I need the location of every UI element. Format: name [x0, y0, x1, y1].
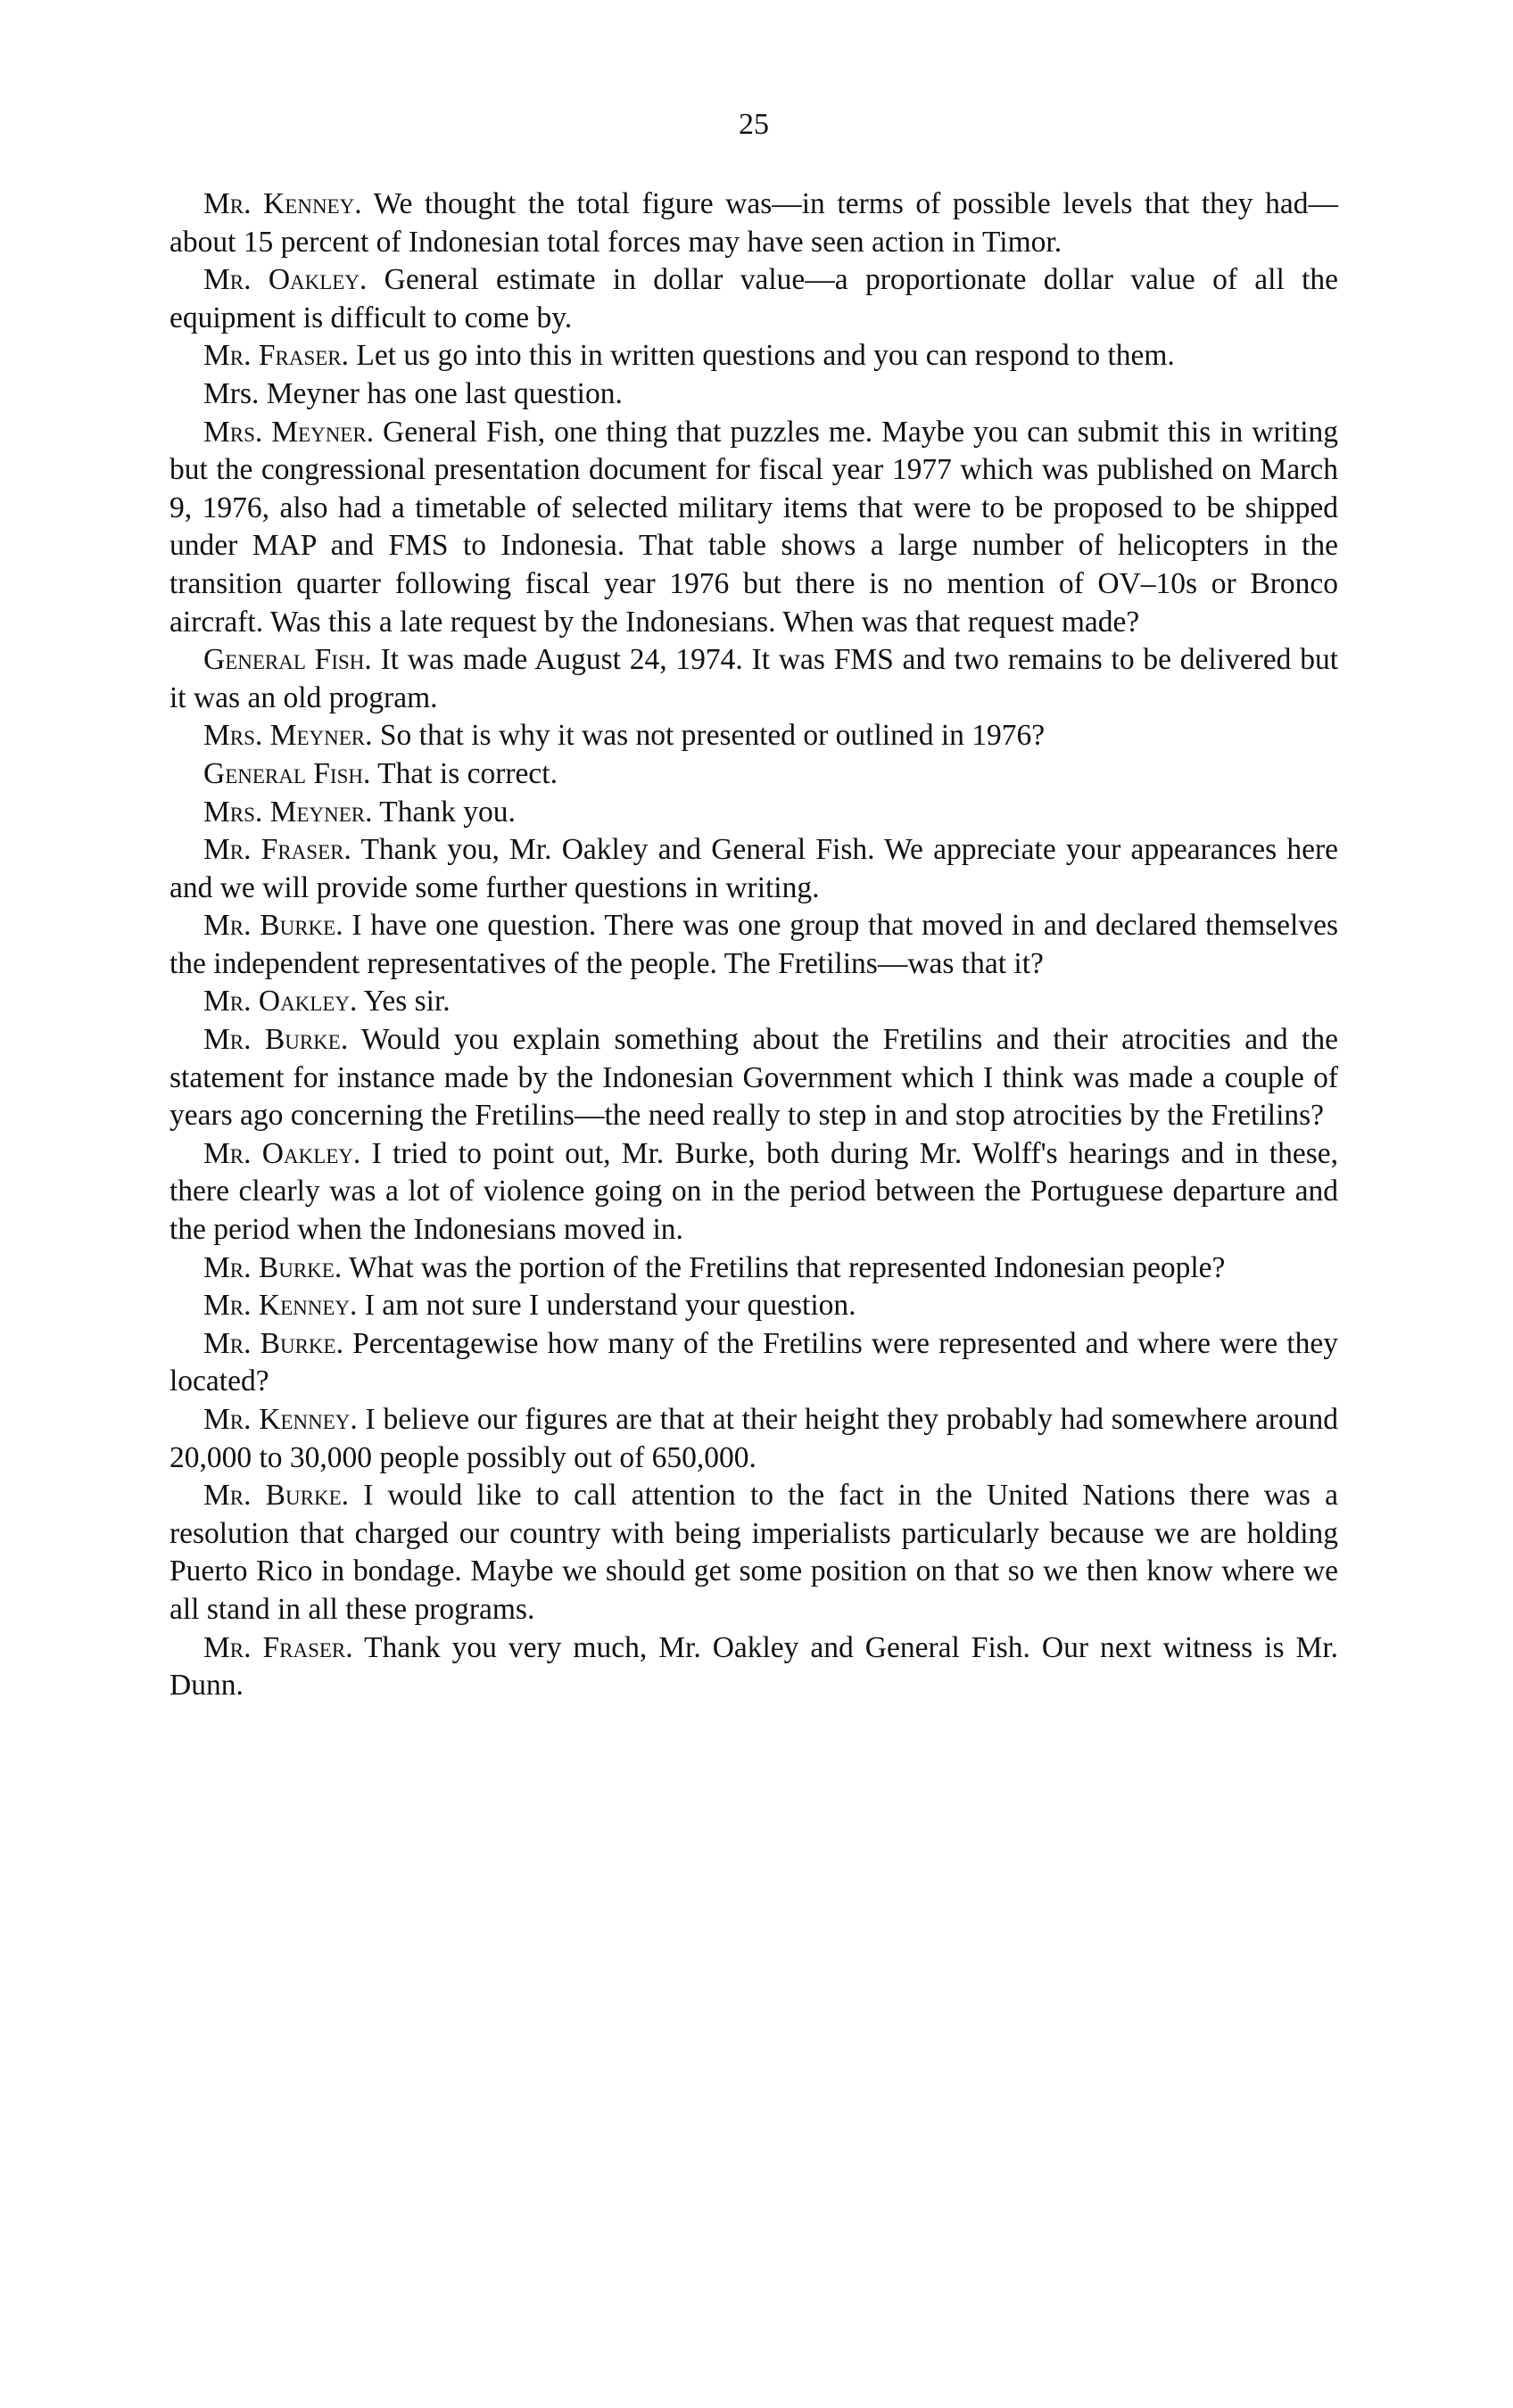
- speaker-name: Mr. Kenney.: [203, 187, 362, 220]
- transcript-paragraph: [169, 1135, 1338, 1249]
- speaker-name: Mr. Burke.: [203, 1479, 350, 1513]
- paragraph-text: Let us go into this in written questions and you can respond to them.: [356, 339, 1175, 373]
- transcript-paragraph: [169, 1401, 1338, 1477]
- speaker-name: Mr. Oakley.: [203, 985, 358, 1018]
- transcript-paragraph: [169, 983, 1338, 1021]
- speaker-name: Mrs. Meyner.: [203, 719, 373, 753]
- speaker-name: Mr. Oakley.: [203, 1136, 361, 1170]
- transcript-paragraph: [169, 907, 1338, 983]
- transcript-paragraph: [169, 414, 1338, 642]
- paragraph-text: Would you explain something about the Fretilins and their atrocities and the statement for instance made by the Indonesian Government which I think was made a couple of years ago concerning the Fretilins—the need really to step in and stop atrocities by the Fretilins?: [169, 1023, 1338, 1133]
- paragraph-text: I tried to point out, Mr. Burke, both during Mr. Wolff's hearings and in these, there clearly was a lot of violence going on in the period between the Portuguese departure and the period when the Indonesians moved in.: [169, 1136, 1339, 1247]
- transcript-paragraph: [169, 1325, 1338, 1401]
- transcript-paragraph: [169, 641, 1338, 717]
- transcript-paragraph: [169, 717, 1338, 755]
- transcript-paragraph: [169, 261, 1338, 337]
- speaker-name: Mr. Kenney.: [203, 1403, 358, 1436]
- paragraph-text: Thank you.: [379, 795, 516, 829]
- speaker-name: Mr. Oakley.: [203, 263, 368, 297]
- transcript-paragraph: [169, 1287, 1338, 1325]
- speaker-name: Mr. Fraser.: [203, 339, 350, 373]
- transcript-paragraph: [169, 1477, 1338, 1629]
- transcript-paragraph: [169, 794, 1338, 832]
- speaker-name: Mr. Fraser.: [203, 833, 351, 867]
- page-number: 25: [739, 108, 769, 141]
- speaker-name: Mr. Fraser.: [203, 1630, 353, 1664]
- speaker-name: Mrs. Meyner.: [203, 415, 375, 449]
- hearing-transcript: [169, 186, 1338, 1705]
- paragraph-text: I believe our figures are that at their height they probably had somewhere around 20,000 to 30,000 people possibly out of 650,000.: [169, 1403, 1339, 1474]
- speaker-name: Mr. Burke.: [203, 909, 343, 943]
- paragraph-text: Mrs. Meyner has one last question.: [203, 376, 623, 410]
- paragraph-text: That is correct.: [377, 756, 558, 790]
- document-page: [169, 107, 1338, 1705]
- paragraph-text: Thank you, Mr. Oakley and General Fish. We appreciate your appearances here and we will provide some further questions in writing.: [169, 833, 1338, 904]
- speaker-name: General Fish.: [203, 756, 371, 790]
- speaker-name: Mrs. Meyner.: [203, 795, 373, 829]
- paragraph-text: What was the portion of the Fretilins that represented Indonesian people?: [349, 1250, 1226, 1284]
- speaker-name: Mr. Burke.: [203, 1023, 349, 1057]
- speaker-name: General Fish.: [203, 643, 372, 677]
- paragraph-text: I would like to call attention to the fact in the United Nations there was a resolution that charged our country with being imperialists particularly because we are holding Puerto Rico in bondage. Maybe we should get some position on that so we then know where we all stand in all these programs.: [169, 1479, 1338, 1626]
- paragraph-text: So that is why it was not presented or outlined in 1976?: [379, 719, 1046, 753]
- paragraph-text: It was made August 24, 1974. It was FMS and two remains to be delivered but it was an old program.: [169, 643, 1339, 714]
- speaker-name: Mr. Kenney.: [203, 1289, 358, 1323]
- transcript-paragraph: [169, 755, 1338, 794]
- speaker-name: Mr. Burke.: [203, 1250, 343, 1284]
- paragraph-text: Percentagewise how many of the Fretilins were represented and where were they located?: [169, 1326, 1338, 1398]
- transcript-paragraph: [169, 186, 1338, 261]
- transcript-paragraph: [169, 375, 1338, 414]
- paragraph-text: General estimate in dollar value—a proportionate dollar value of all the equipment is difficult to come by.: [169, 263, 1339, 334]
- paragraph-text: I am not sure I understand your question.: [364, 1289, 856, 1323]
- speaker-name: Mr. Burke.: [203, 1326, 343, 1360]
- transcript-paragraph: [169, 1629, 1338, 1705]
- transcript-paragraph: [169, 1021, 1338, 1135]
- paragraph-text: We thought the total figure was—in terms of possible levels that they had—about 15 percent of Indonesian total forces may have seen action in Timor.: [169, 187, 1338, 259]
- paragraph-text: Yes sir.: [363, 985, 451, 1018]
- transcript-paragraph: [169, 1249, 1338, 1288]
- transcript-paragraph: [169, 831, 1338, 907]
- paragraph-text: General Fish, one thing that puzzles me. Maybe you can submit this in writing but the congressional presentation document for fiscal year 1977 which was published on March 9, 1976, also had a timetable of selected military items that were to be proposed to be shipped under MAP and FMS to Indonesia. That table shows a large number of helicopters in the transition quarter following fiscal year 1976 but there is no mention of OV–10s or Bronco aircraft. Was this a late request by the Indonesians. When was that request made?: [169, 415, 1338, 639]
- transcript-paragraph: [169, 337, 1338, 375]
- paragraph-text: I have one question. There was one group that moved in and declared themselves the independent representatives of the people. The Fretilins—was that it?: [169, 909, 1338, 980]
- paragraph-text: Thank you very much, Mr. Oakley and General Fish. Our next witness is Mr. Dunn.: [169, 1630, 1338, 1703]
